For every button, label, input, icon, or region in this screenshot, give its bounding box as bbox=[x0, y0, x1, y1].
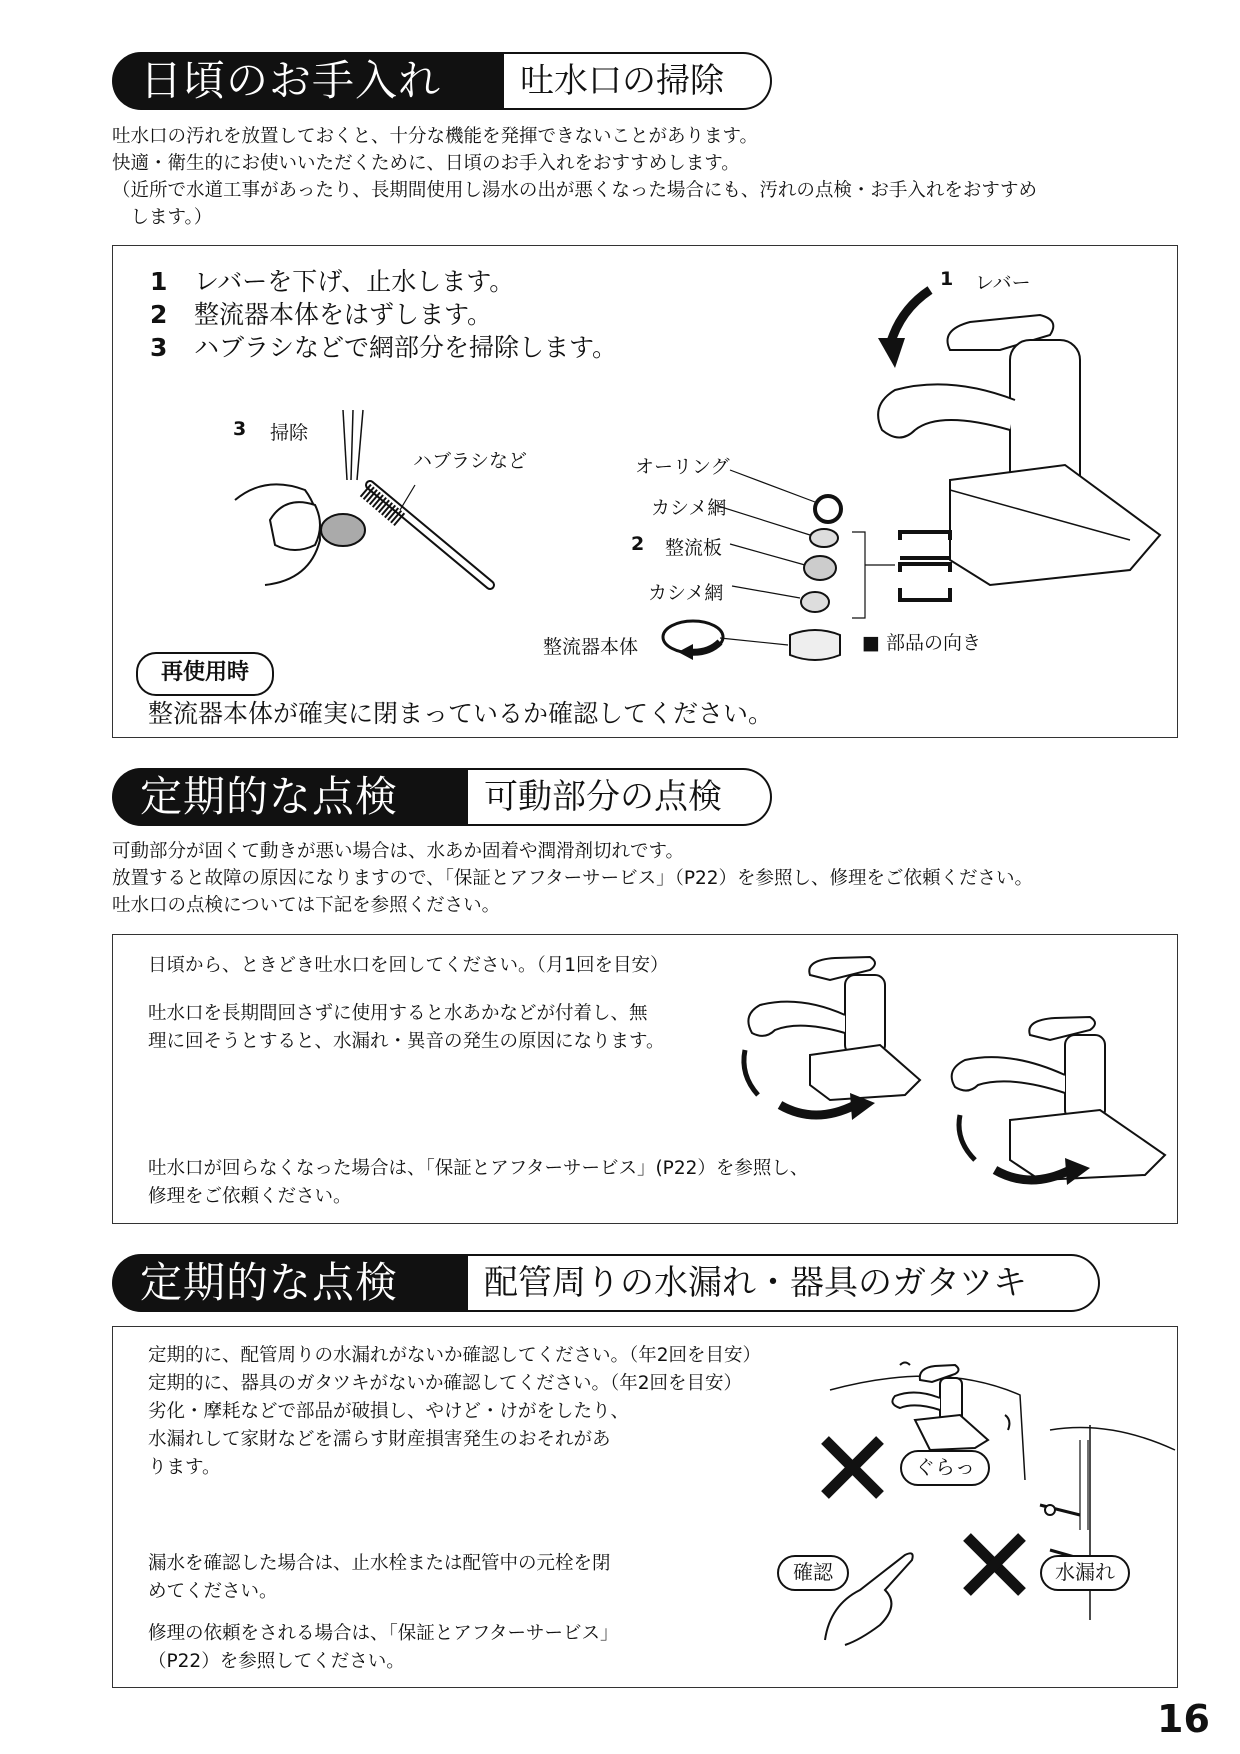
lever-label: レバー bbox=[975, 272, 1031, 294]
mesh-icon bbox=[801, 592, 829, 612]
section2-title: 定期的な点検 bbox=[112, 768, 468, 826]
orientation-label: ■ 部品の向き bbox=[862, 632, 981, 654]
step-2-text: 整流器本体をはずします。 bbox=[194, 300, 493, 329]
section3-line-5: ります。 bbox=[148, 1457, 221, 1478]
section3-title: 定期的な点検 bbox=[112, 1254, 468, 1312]
step-2-number: 2 bbox=[150, 300, 168, 329]
faucet-rotate-illustration-1 bbox=[740, 955, 940, 1135]
section2-intro-2: 放置すると故障の原因になりますので、「保証とアフターサービス」（P22）を参照し、修理をご依頼ください。 bbox=[112, 868, 1034, 889]
reuse-text: 整流器本体が確実に閉まっているか確認してください。 bbox=[148, 699, 774, 728]
step-1-number: 1 bbox=[150, 267, 168, 296]
section2-header bbox=[112, 768, 772, 826]
brush-label: ハブラシなど bbox=[413, 450, 528, 472]
section1-intro-3: （近所で水道工事があったり、長期間使用し湯水の出が悪くなった場合にも、汚れの点検・お手入れをおすすめ bbox=[112, 180, 1038, 201]
cross-mark-icon bbox=[820, 1435, 885, 1500]
wobble-badge: ぐらっ bbox=[900, 1450, 990, 1486]
section3-line-9: （P22）を参照してください。 bbox=[148, 1651, 405, 1672]
lever-label-number: 1 bbox=[940, 268, 954, 290]
section3-line-1: 定期的に、配管周りの水漏れがないか確認してください。（年2回を目安） bbox=[148, 1345, 762, 1366]
body-label: 整流器本体 bbox=[543, 636, 639, 658]
section2-line-2: 吐水口を長期間回さずに使用すると水あかなどが付着し、無 bbox=[148, 1003, 648, 1024]
pipe-illustration bbox=[1050, 1420, 1180, 1640]
section1-title: 日頃のお手入れ bbox=[112, 52, 504, 110]
step-1 bbox=[150, 262, 514, 298]
section2-line-4: 吐水口が回らなくなった場合は、「保証とアフターサービス」(P22）を参照し、 bbox=[148, 1158, 809, 1179]
mesh2-label: カシメ網 bbox=[648, 582, 724, 604]
step-1-text: レバーを下げ、止水します。 bbox=[194, 267, 515, 296]
faucet-rotate-illustration-2 bbox=[940, 1015, 1170, 1205]
section1-intro-2: 快適・衛生的にお使いいただくために、日頃のお手入れをおすすめします。 bbox=[112, 153, 740, 174]
step-3-text: ハブラシなどで網部分を掃除します。 bbox=[194, 333, 618, 362]
section1-intro-4: します。） bbox=[112, 207, 213, 228]
section2-line-1: 日頃から、ときどき吐水口を回してください。（月1回を目安） bbox=[148, 955, 669, 976]
section3-line-7: めてください。 bbox=[148, 1581, 278, 1602]
hand-brush-illustration bbox=[225, 410, 505, 610]
step-3 bbox=[150, 328, 617, 364]
section3-header bbox=[112, 1254, 1100, 1312]
section3-line-2: 定期的に、器具のガタツキがないか確認してください。（年2回を目安） bbox=[148, 1373, 742, 1394]
step-3-number: 3 bbox=[150, 333, 168, 362]
section1-header bbox=[112, 52, 772, 110]
mesh1-label: カシメ網 bbox=[651, 497, 727, 519]
section2-line-3: 理に回そうとすると、水漏れ・異音の発生の原因になります。 bbox=[148, 1031, 665, 1052]
plate-label: 整流板 bbox=[665, 537, 723, 559]
page-number: 16 bbox=[1157, 1697, 1210, 1741]
step-2 bbox=[150, 295, 492, 331]
section1-subtitle: 吐水口の掃除 bbox=[504, 52, 772, 110]
cross-mark-icon bbox=[962, 1532, 1027, 1597]
clean-label: 掃除 bbox=[270, 422, 309, 444]
leak-badge: 水漏れ bbox=[1040, 1555, 1130, 1591]
plate-label-number: 2 bbox=[631, 533, 645, 555]
check-badge: 確認 bbox=[777, 1555, 849, 1591]
reuse-badge: 再使用時 bbox=[136, 652, 274, 696]
section2-intro-3: 吐水口の点検については下記を参照ください。 bbox=[112, 895, 501, 916]
mesh-icon bbox=[810, 529, 838, 547]
section2-subtitle: 可動部分の点検 bbox=[468, 768, 772, 826]
section1-intro-1: 吐水口の汚れを放置しておくと、十分な機能を発揮できないことがあります。 bbox=[112, 126, 759, 147]
section3-subtitle: 配管周りの水漏れ・器具のガタツキ bbox=[468, 1254, 1100, 1312]
rotate-arrow-icon bbox=[658, 612, 728, 662]
mesh-icon bbox=[321, 514, 365, 546]
plate-icon bbox=[804, 556, 836, 580]
section3-line-3: 劣化・摩耗などで部品が破損し、やけど・けがをしたり、 bbox=[148, 1401, 630, 1422]
oring-label: オーリング bbox=[635, 456, 730, 478]
section3-line-6: 漏水を確認した場合は、止水栓または配管中の元栓を閉 bbox=[148, 1553, 611, 1574]
section2-line-5: 修理をご依頼ください。 bbox=[148, 1186, 352, 1207]
section3-line-4: 水漏れして家財などを濡らす財産損害発生のおそれがあ bbox=[148, 1429, 611, 1450]
clean-label-number: 3 bbox=[233, 418, 247, 440]
section3-line-8: 修理の依頼をされる場合は、「保証とアフターサービス」 bbox=[148, 1623, 619, 1644]
o-ring-icon bbox=[815, 496, 841, 522]
section2-intro-1: 可動部分が固くて動きが悪い場合は、水あか固着や潤滑剤切れです。 bbox=[112, 841, 685, 862]
